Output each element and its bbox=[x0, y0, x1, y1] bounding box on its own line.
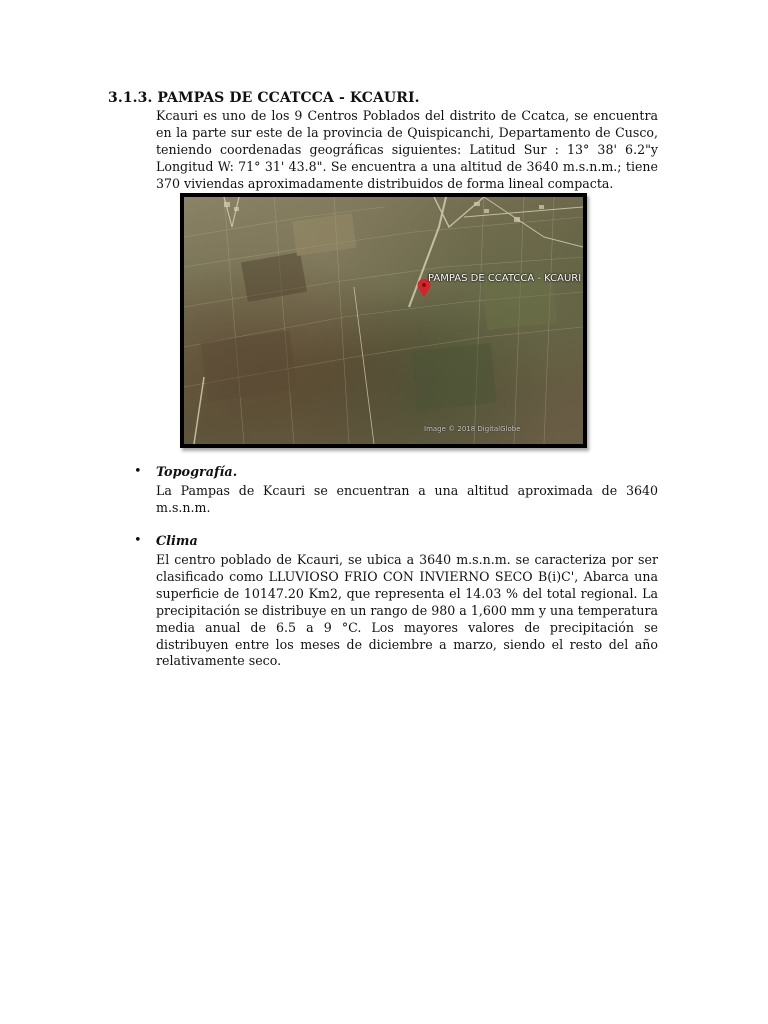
clima-text: El centro poblado de Kcauri, se ubica a 3640 m.s.n.m. se caracteriza por ser clasificado como LLUVIOSO FRIO CON INVIERNO SECO B(i)C', Abarca una superficie de 10147.20 Km2, que representa el 14.03 % del total regional. La precipitación se distribuye en un rango de 980 a 1,600 mm y una temperatura media anual de 6.5 a 9 °C. Los mayores valores de precipitación se distribuyen entre los meses de diciembre a marzo, siendo el resto del año relativamente seco. bbox=[156, 552, 658, 669]
satellite-map bbox=[184, 197, 583, 444]
pin-dot bbox=[422, 283, 426, 287]
bullet-clima: • bbox=[134, 533, 142, 548]
satellite-map-frame bbox=[180, 193, 587, 448]
section-heading: 3.1.3. PAMPAS DE CCATCCA - KCAURI. bbox=[108, 90, 420, 106]
map-watermark: Image © 2018 DigitalGlobe bbox=[424, 425, 521, 433]
topografia-title: Topografía. bbox=[156, 465, 238, 480]
topografia-text: La Pampas de Kcauri se encuentran a una altitud aproximada de 3640 m.s.n.m. bbox=[156, 483, 658, 515]
map-place-label: PAMPAS DE CCATCCA - KCAURI bbox=[428, 273, 582, 284]
intro-paragraph: Kcauri es uno de los 9 Centros Poblados del distrito de Ccatca, se encuentra en la parte sur este de la provincia de Quispicanchi, Departamento de Cusco, teniendo coordenadas geográficas siguientes: Latitud Sur : 13° 38' 6.2"y Longitud W: 71° 31' 43.8". Se encuentra a una altitud de 3640 m.s.n.m.; tiene 370 viviendas aproximadamente distribuidos de forma lineal compacta. bbox=[156, 108, 658, 191]
bullet-topografia: • bbox=[134, 464, 142, 479]
location-pin-icon[interactable] bbox=[184, 197, 583, 444]
clima-title: Clima bbox=[156, 534, 198, 549]
